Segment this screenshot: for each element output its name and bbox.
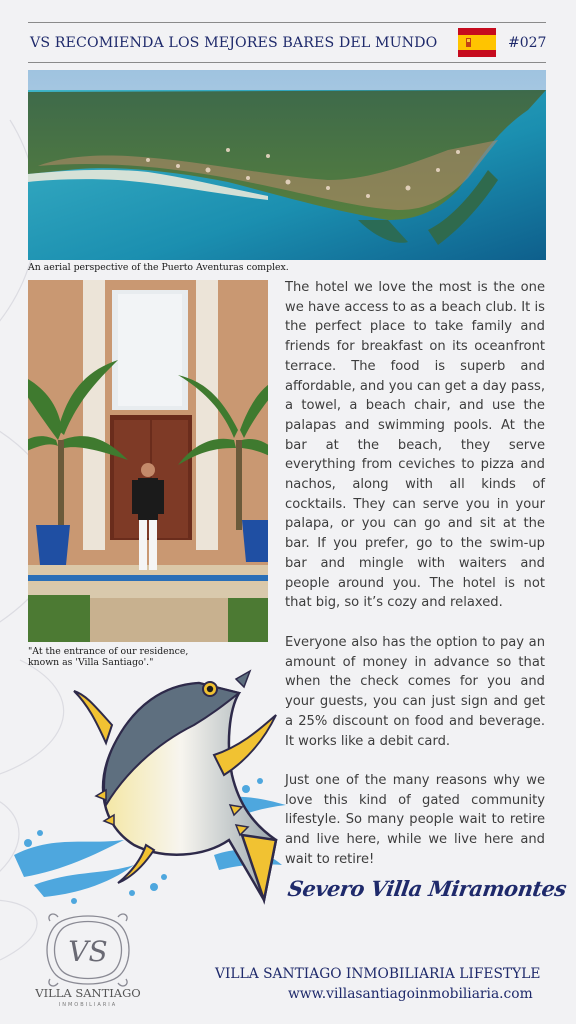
article-paragraph-2: Everyone also has the option to pay an amount of money in advance so that when the check comes for you and your guests, you can just sign and get a 25% discount on food and beverage. It works like a debit card. bbox=[285, 635, 545, 749]
entrance-photo bbox=[28, 280, 268, 642]
logo-name: VILLA SANTIAGO bbox=[35, 986, 141, 1000]
entrance-caption-line2: known as 'Villa Santiago'." bbox=[28, 657, 154, 668]
footer-website-link[interactable]: www.villasantiagoinmobiliaria.com bbox=[288, 986, 533, 1002]
header-bottom-rule bbox=[28, 62, 546, 63]
issue-number: #027 bbox=[508, 35, 547, 51]
tuna-illustration bbox=[14, 665, 286, 905]
aerial-photo bbox=[28, 70, 546, 260]
page-title: VS RECOMIENDA LOS MEJORES BARES DEL MUNDO bbox=[30, 35, 438, 51]
logo-subtitle: INMOBILIARIA bbox=[58, 1002, 118, 1008]
aerial-photo-caption: An aerial perspective of the Puerto Aventuras complex. bbox=[28, 262, 289, 273]
spain-flag-icon bbox=[458, 28, 496, 57]
header-top-rule bbox=[28, 22, 546, 23]
author-signature: Severo Villa Miramontes bbox=[286, 876, 568, 901]
entrance-caption-line1: "At the entrance of our residence, bbox=[28, 646, 189, 657]
article-paragraph-1: The hotel we love the most is the one we have access to as a beach club. It is the perfect place to take family and friends for breakfast on its oceanfront terrace. The food is superb and affordable, and you can get a day pass, a towel, a beach chair, and use the palapas and swimming pools. At the bar at the beach, they serve everything from ceviches to pizza and nachos, along with all kinds of cocktails. They can serve you in your palapa, or you can go and sit at the bar. If you prefer, go to the swim-up bar and mingle with waiters and people around you. The hotel is not that big, so it’s cozy and relaxed. bbox=[285, 280, 545, 611]
logo-monogram: VS bbox=[68, 935, 108, 968]
footer-title: VILLA SANTIAGO INMOBILIARIA LIFESTYLE bbox=[215, 966, 541, 982]
article-paragraph-3: Just one of the many reasons why we love this kind of gated community lifestyle. So many people wait to retire and live here, while we live here and wait to retire! bbox=[285, 773, 545, 867]
